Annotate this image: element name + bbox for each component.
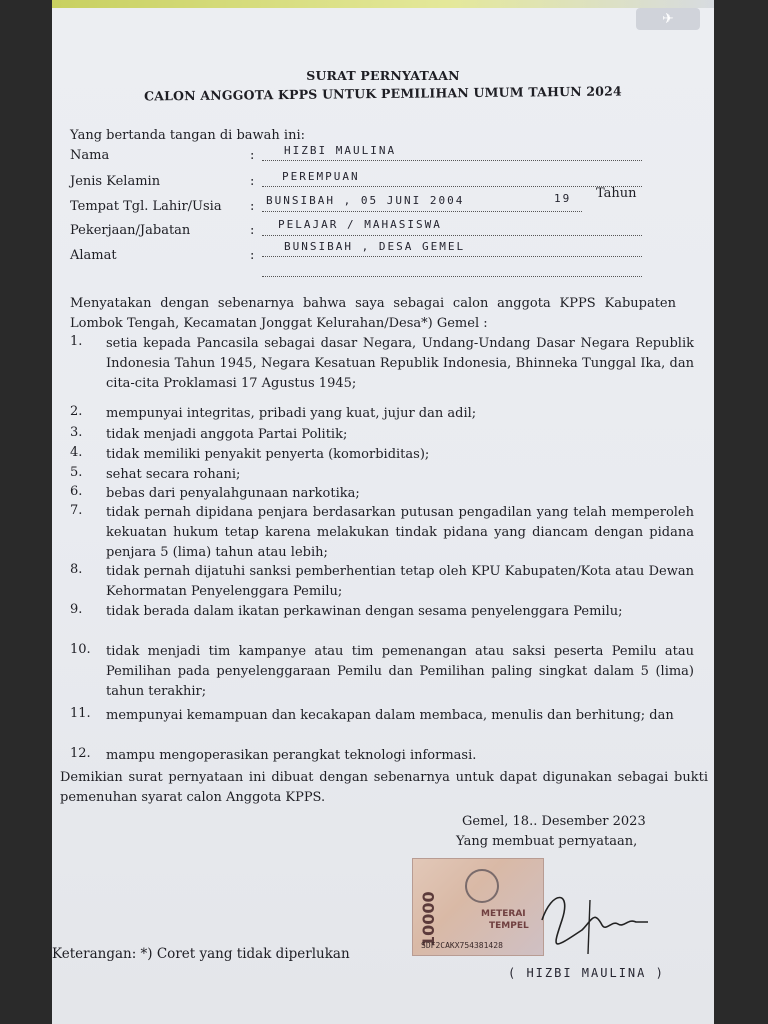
pekerjaan-label: Pekerjaan/Jabatan (70, 223, 191, 238)
stamp-label-2: TEMPEL (489, 921, 529, 931)
item-text: mempunyai kemampuan dan kecakapan dalam membaca, menulis dan berhitung; dan (106, 708, 674, 723)
item-text: mampu mengoperasikan perangkat teknologi informasi. (106, 748, 477, 763)
stamp-label-1: METERAI (481, 909, 526, 919)
item-number: 2. (70, 404, 83, 419)
item-text: tidak berada dalam ikatan perkawinan dengan sesama penyelenggara Pemilu; (106, 604, 623, 619)
ttl-colon: : (250, 199, 255, 214)
title-line-1: SURAT PERNYATAAN (306, 68, 460, 83)
item-text: sehat secara rohani; (106, 467, 241, 482)
ttl-dotted-line (262, 211, 582, 212)
item-number: 7. (70, 503, 83, 518)
place-date: Gemel, 18.. Desember 2023 (462, 814, 646, 829)
alamat-dotted-line-2 (262, 276, 642, 277)
stamp-code: SDF2CAKX754381428 (421, 941, 503, 950)
tahun-label: Tahun (596, 186, 637, 201)
maker-label: Yang membuat pernyataan, (456, 834, 638, 849)
item-number: 1. (70, 334, 83, 349)
signature-icon (532, 880, 652, 960)
intro-text: Yang bertanda tangan di bawah ini: (70, 128, 305, 143)
item-number: 12. (70, 746, 91, 761)
signer-name: ( HIZBI MAULINA ) (508, 966, 665, 980)
closing-text: Demikian surat pernyataan ini dibuat dengan sebenarnya untuk dapat digunakan sebagai bukti pemenuhan syarat calon Anggota KPPS. (60, 770, 708, 805)
usia-value: 19 (554, 192, 572, 205)
item-number: 4. (70, 445, 83, 460)
jenis-kelamin-colon: : (250, 174, 255, 189)
item-text: tidak pernah dipidana penjara berdasarkan putusan pengadilan yang telah memperoleh kekuatan hukum tetap karena melakukan tindak pidana yang diancam dengan pidana penjara 5 (lima) tahun atau lebih; (106, 505, 694, 560)
jenis-kelamin-value: PEREMPUAN (282, 170, 360, 183)
item-number: 5. (70, 465, 83, 480)
item-text: mempunyai integritas, pribadi yang kuat, jujur dan adil; (106, 406, 477, 421)
item-number: 11. (70, 706, 91, 721)
pekerjaan-colon: : (250, 223, 255, 238)
jenis-kelamin-label: Jenis Kelamin (70, 174, 161, 189)
item-number: 3. (70, 425, 83, 440)
pekerjaan-dotted-line (262, 235, 642, 236)
nama-label: Nama (70, 148, 110, 163)
pekerjaan-value: PELAJAR / MAHASISWA (278, 218, 442, 231)
alamat-value: BUNSIBAH , DESA GEMEL (284, 240, 466, 253)
item-number: 8. (70, 562, 83, 577)
document-page (52, 0, 714, 1024)
nama-colon: : (250, 148, 255, 163)
statement-intro: Menyatakan dengan sebenarnya bahwa saya sebagai calon anggota KPPS Kabupaten Lombok Tengah, Kecamatan Jonggat Kelurahan/Desa*) Gemel : (70, 296, 676, 331)
item-number: 6. (70, 484, 83, 499)
item-text: tidak memiliki penyakit penyerta (komorbiditas); (106, 447, 430, 462)
item-text: tidak menjadi tim kampanye atau tim pemenangan atau saksi peserta Pemilu atau Pemilihan pada penyelenggaraan Pemilu dan Pemilihan paling singkat dalam 5 (lima) tahun terakhir; (106, 644, 694, 699)
item-text: tidak menjadi anggota Partai Politik; (106, 427, 348, 442)
nama-value: HIZBI MAULINA (284, 144, 397, 157)
item-number: 9. (70, 602, 83, 617)
nama-dotted-line (262, 160, 642, 161)
ttl-label: Tempat Tgl. Lahir/Usia (70, 199, 222, 214)
alamat-colon: : (250, 248, 255, 263)
alamat-label: Alamat (70, 248, 117, 263)
item-text: bebas dari penyalahgunaan narkotika; (106, 486, 360, 501)
alamat-dotted-line (262, 256, 642, 257)
jenis-kelamin-dotted-line (262, 186, 642, 187)
item-text: tidak pernah dijatuhi sanksi pemberhentian tetap oleh KPU Kabupaten/Kota atau Dewan Kehormatan Penyelenggara Pemilu; (106, 564, 694, 599)
item-number: 10. (70, 642, 91, 657)
item-text: setia kepada Pancasila sebagai dasar Negara, Undang-Undang Dasar Negara Republik Indonesia Tahun 1945, Negara Kesatuan Republik Indonesia, Bhinneka Tunggal Ika, dan cita-cita Proklamasi 17 Agustus 1945; (106, 336, 694, 391)
corner-mark-icon: ✈ (636, 8, 700, 30)
note-text: Keterangan: *) Coret yang tidak diperlukan (52, 946, 350, 962)
stamp-value: 10000 (419, 891, 438, 947)
title-line-2: CALON ANGGOTA KPPS UNTUK PEMILIHAN UMUM TAHUN 2024 (143, 83, 623, 104)
garuda-emblem-icon (465, 869, 499, 903)
ttl-value: BUNSIBAH , 05 JUNI 2004 (266, 194, 465, 207)
top-edge-strip (52, 0, 714, 8)
meterai-stamp (412, 858, 544, 956)
